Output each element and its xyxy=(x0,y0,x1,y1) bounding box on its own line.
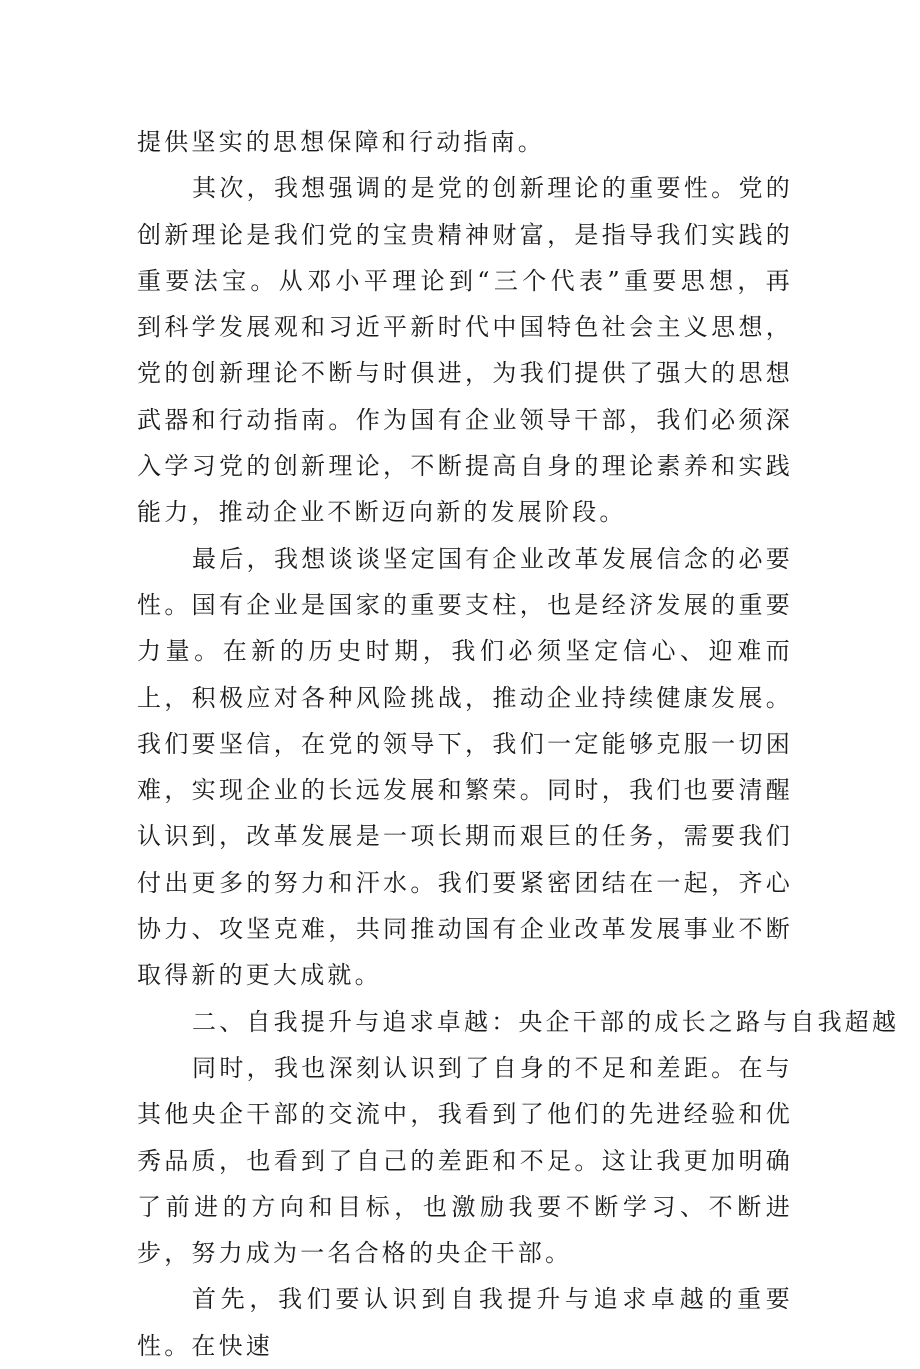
innovation-theory-paragraph: 其次，我想强调的是党的创新理论的重要性。党的创新理论是我们党的宝贵精神财富，是指导我们实践的重要法宝。从邓小平理论到“三个代表”重要思想，再到科学发展观和习近平新时代中国特色社会主义思想，党的创新理论不断与时俱进，为我们提供了强大的思想武器和行动指南。作为国有企业领导干部，我们必须深入学习党的创新理论，不断提高自身的理论素养和实践能力，推动企业不断迈向新的发展阶段。 xyxy=(137,174,793,527)
continuation-paragraph: 提供坚实的思想保障和行动指南。 xyxy=(137,128,545,156)
reform-confidence-paragraph: 最后，我想谈谈坚定国有企业改革发展信念的必要性。国有企业是国家的重要支柱，也是经济发展的重要力量。在新的历史时期，我们必须坚定信心、迎难而上，积极应对各种风险挑战，推动企业持续健康发展。我们要坚信，在党的领导下，我们一定能够克服一切困难，实现企业的长远发展和繁荣。同时，我们也要清醒认识到，改革发展是一项长期而艰巨的任务，需要我们付出更多的努力和汗水。我们要紧密团结在一起，齐心协力、攻坚克难，共同推动国有企业改革发展事业不断取得新的更大成就。 xyxy=(137,544,793,990)
document-body xyxy=(137,119,900,1369)
self-awareness-paragraph: 同时，我也深刻认识到了自身的不足和差距。在与其他央企干部的交流中，我看到了他们的先进经验和优秀品质，也看到了自己的差距和不足。这让我更加明确了前进的方向和目标，也激励我要不断学习、不断进步，努力成为一名合格的央企干部。 xyxy=(137,1053,793,1268)
section-two-heading: 二、自我提升与追求卓越：央企干部的成长之路与自我超越 xyxy=(192,1007,900,1036)
first-point-paragraph: 首先，我们要认识到自我提升与追求卓越的重要性。在快速 xyxy=(137,1285,793,1360)
